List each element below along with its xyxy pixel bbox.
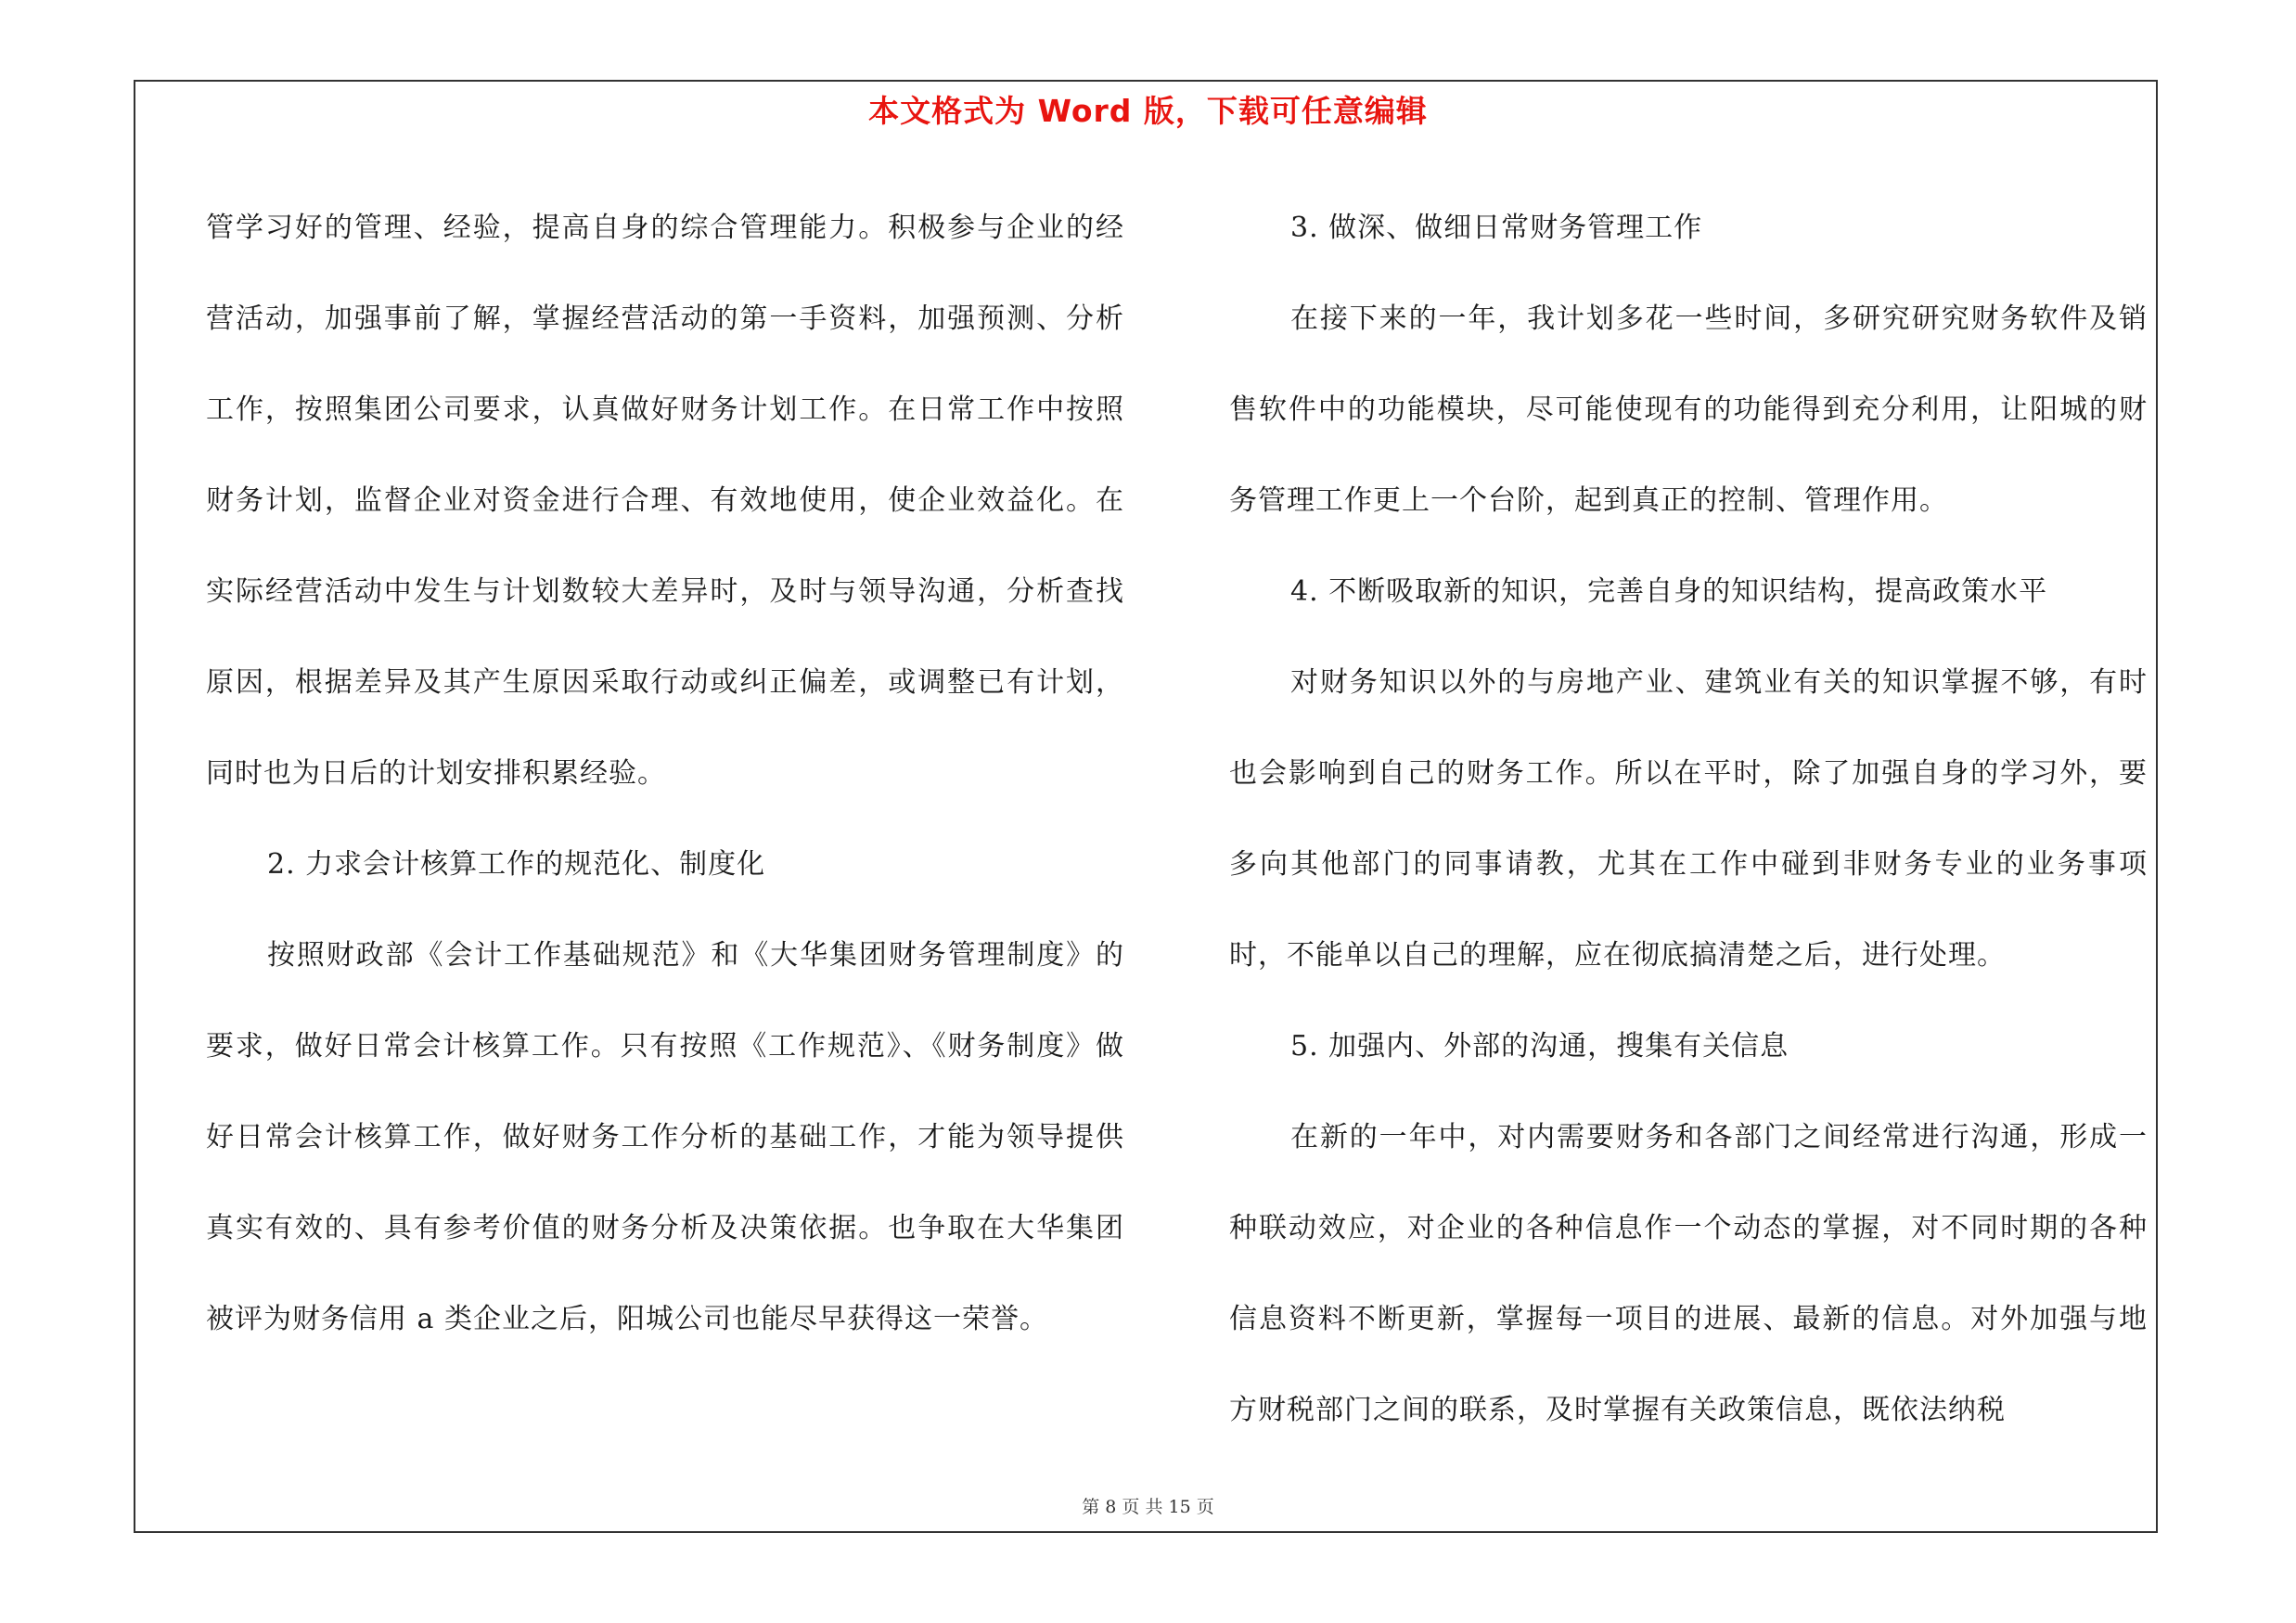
paragraph-continued: 管学习好的管理、经验，提高自身的综合管理能力。积极参与企业的经营活动，加强事前了解，掌握经营活动的第一手资料，加强预测、分析工作，按照集团公司要求，认真做好财务计划工作。在日常工作中按照财务计划，监督企业对资金进行合理、有效地使用，使企业效益化。在实际经营活动中发生与计划数较大差异时，及时与领导沟通，分析查找原因，根据差异及其产生原因采取行动或纠正偏差，或调整已有计划，同时也为日后的计划安排积累经验。 [206,212,1124,790]
section-heading-2: 2. 力求会计核算工作的规范化、制度化 [267,848,766,881]
section-heading-3: 3. 做深、做细日常财务管理工作 [1290,212,1703,244]
paragraph: 在接下来的一年，我计划多花一些时间，多研究研究财务软件及销售软件中的功能模块，尽可能使现有的功能得到充分利用，让阳城的财务管理工作更上一个台阶，起到真正的控制、管理作用。 [1229,303,2148,517]
right-column [1229,183,2148,1456]
page-footer: 第 8 页 共 15 页 [1082,1497,1214,1517]
section-heading-4: 4. 不断吸取新的知识，完善自身的知识结构，提高政策水平 [1290,575,2048,608]
section-heading-5: 5. 加强内、外部的沟通，搜集有关信息 [1290,1030,1789,1063]
paragraph: 按照财政部《会计工作基础规范》和《大华集团财务管理制度》的要求，做好日常会计核算工作。只有按照《工作规范》、《财务制度》做好日常会计核算工作，做好财务工作分析的基础工作，才能为领导提供真实有效的、具有参考价值的财务分析及决策依据。也争取在大华集团被评为财务信用 a 类企业之后，阳城公司也能尽早获得这一荣誉。 [206,939,1124,1335]
paragraph: 对财务知识以外的与房地产业、建筑业有关的知识掌握不够，有时也会影响到自己的财务工作。所以在平时，除了加强自身的学习外，要多向其他部门的同事请教，尤其在工作中碰到非财务专业的业务事项时，不能单以自己的理解，应在彻底搞清楚之后，进行处理。 [1229,666,2148,972]
left-column [206,183,1124,1365]
paragraph: 在新的一年中，对内需要财务和各部门之间经常进行沟通，形成一种联动效应，对企业的各种信息作一个动态的掌握，对不同时期的各种信息资料不断更新，掌握每一项目的进展、最新的信息。对外加强与地方财税部门之间的联系，及时掌握有关政策信息，既依法纳税 [1229,1121,2148,1426]
header-banner: 本文格式为 Word 版，下载可任意编辑 [868,93,1428,129]
